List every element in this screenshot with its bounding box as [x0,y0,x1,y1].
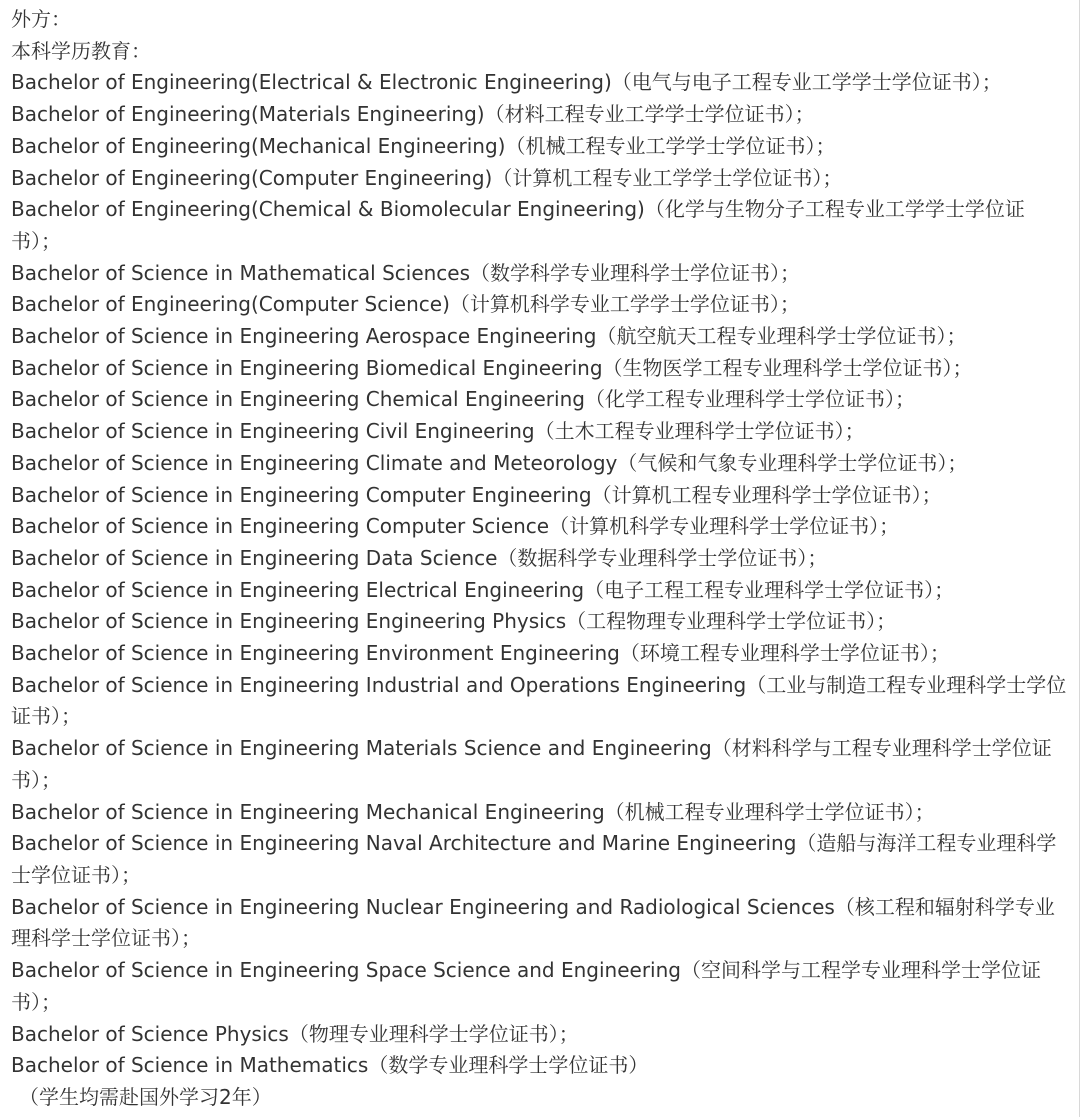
program-item: Bachelor of Science Physics（物理专业理科学士学位证书）； [11,1021,579,1046]
program-item: Bachelor of Science in Engineering Climate and Meteorology（气候和气象专业理科学士学位证书）； [11,450,968,475]
program-item: Bachelor of Science in Engineering Computer Engineering（计算机工程专业理科学士学位证书）； [11,482,942,507]
program-item: Bachelor of Science in Engineering Electrical Engineering（电子工程工程专业理科学士学位证书）； [11,577,955,602]
program-item: Bachelor of Science in Engineering Computer Science（计算机科学专业理科学士学位证书）； [11,514,900,539]
program-item: Bachelor of Science in Engineering Data Science（数据科学专业理科学士学位证书）； [11,545,828,570]
section-subheading: 本科学历教育： [11,38,151,63]
program-item: Bachelor of Engineering(Electrical & Electronic Engineering)（电气与电子工程专业工学学士学位证书）； [11,70,1002,95]
program-item: Bachelor of Engineering(Computer Engineering)（计算机工程专业工学学士学位证书）； [11,165,843,190]
program-item: Bachelor of Science in Mathematical Sciences（数学科学专业理科学士学位证书）； [11,260,801,285]
program-item: Bachelor of Science in Engineering Mechanical Engineering（机械工程专业理科学士学位证书）； [11,799,935,824]
program-item: Bachelor of Science in Engineering Engineering Physics（工程物理专业理科学士学位证书）； [11,609,897,634]
program-item: Bachelor of Science in Engineering Chemical Engineering（化学工程专业理科学士学位证书）； [11,387,915,412]
program-item: Bachelor of Engineering(Computer Science)（计算机科学专业工学学士学位证书）； [11,292,800,317]
program-item: Bachelor of Science in Engineering Biomedical Engineering（生物医学工程专业理科学士学位证书）； [11,355,973,380]
program-item: Bachelor of Engineering(Materials Engineering)（材料工程专业工学学士学位证书）； [11,102,815,127]
study-abroad-note: （学生均需赴国外学习2年） [19,1084,272,1109]
section-heading: 外方： [11,7,71,31]
program-item: Bachelor of Science in Engineering Nuclear Engineering and Radiological Sciences（核工程和辐射科学专业理科学士学位证书）； [11,894,1055,951]
program-item: Bachelor of Engineering(Chemical & Biomolecular Engineering)（化学与生物分子工程专业工学学士学位证书）； [11,197,1025,253]
program-item: Bachelor of Science in Engineering Materials Science and Engineering（材料科学与工程专业理科学士学位证书）； [11,736,1052,792]
program-item: Bachelor of Science in Engineering Aerospace Engineering（航空航天工程专业理科学士学位证书）； [11,324,967,349]
program-item: Bachelor of Science in Engineering Space Science and Engineering（空间科学与工程学专业理科学士学位证书）； [11,958,1041,1014]
program-item: Bachelor of Science in Mathematics（数学专业理科学士学位证书） [11,1053,649,1078]
program-item: Bachelor of Science in Engineering Naval Architecture and Marine Engineering（造船与海洋工程专业理科学士学位证书）； [11,831,1057,887]
program-item: Bachelor of Science in Engineering Environment Engineering（环境工程专业理科学士学位证书）； [11,641,950,666]
program-item: Bachelor of Science in Engineering Civil Engineering（土木工程专业理科学士学位证书）； [11,419,865,444]
program-item: Bachelor of Engineering(Mechanical Engineering)（机械工程专业工学学士学位证书）； [11,133,836,158]
program-item: Bachelor of Science in Engineering Industrial and Operations Engineering（工业与制造工程专业理科学士学位证书）； [11,672,1067,729]
